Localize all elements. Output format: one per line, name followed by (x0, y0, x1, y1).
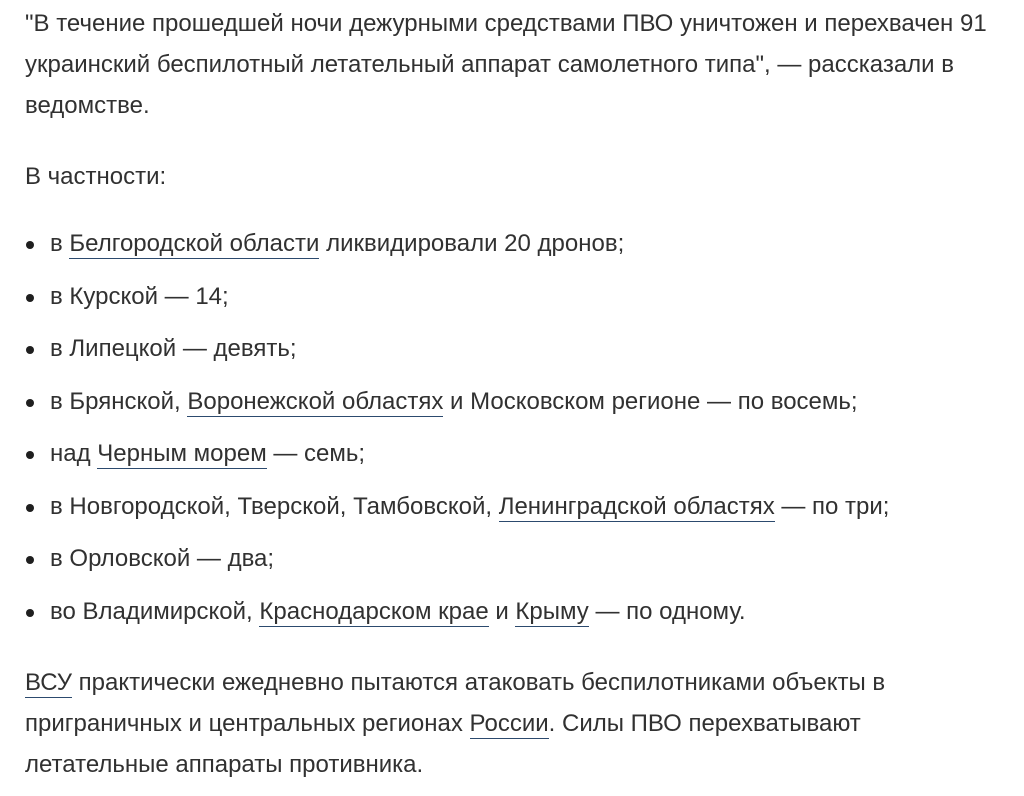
link-black-sea[interactable]: Черным морем (97, 440, 267, 467)
list-item-text: ликвидировали 20 дронов; (319, 230, 625, 257)
link-leningrad-regions[interactable]: Ленинградской областях (498, 492, 775, 520)
link-vsu[interactable]: ВСУ (25, 669, 72, 696)
list-item-text: в Курской — 14; (50, 282, 229, 310)
list-item-text: в (50, 230, 70, 257)
link-russia[interactable]: России (469, 710, 549, 737)
closing-text: . Силы ПВО перехватывают летательные аппараты противника. (25, 710, 861, 778)
list-item-text: над (50, 440, 98, 467)
list-item-text: в Орловской — два; (50, 545, 275, 572)
link-voronezh-regions[interactable]: Воронежской областях (187, 387, 444, 415)
list-item-text: и Московском регионе — по восемь; (443, 387, 858, 415)
list-item (25, 376, 1010, 429)
link-krasnodar-krai[interactable]: Краснодарском крае (259, 597, 489, 625)
list-item (25, 428, 1010, 481)
quote-paragraph: "В течение прошедшей ночи дежурными средствами ПВО уничтожен и перехвачен 91 украинский беспилотный летательный аппарат самолетного типа", — рассказали в ведомстве. (25, 10, 987, 119)
list-item (25, 533, 1010, 586)
list-item (25, 271, 1010, 324)
list-item (25, 586, 1010, 639)
list-item (25, 481, 1010, 534)
regions-list (25, 218, 1010, 638)
list-item-text: во Владимирской, (50, 597, 260, 625)
link-belgorod-region[interactable]: Белгородской области (69, 230, 320, 257)
closing-paragraph (25, 662, 1010, 785)
list-item-text: — по три; (774, 492, 890, 520)
list-item-text: в Новгородской, Тверской, Тамбовской, (50, 492, 499, 520)
list-item-text: — семь; (266, 440, 366, 467)
link-crimea[interactable]: Крыму (515, 597, 589, 625)
article-body (25, 3, 1010, 785)
list-item-text: — по одному. (588, 597, 746, 625)
list-item-text: в Липецкой — девять; (50, 335, 297, 362)
list-item (25, 323, 1010, 376)
intro-paragraph: В частности: (25, 163, 167, 190)
closing-text: практически ежедневно пытаются атаковать беспилотниками объекты в приграничных и центральных регионах (25, 669, 886, 737)
list-item-text: в Брянской, (50, 387, 188, 415)
list-item-text: и (488, 597, 516, 625)
list-item (25, 218, 1010, 271)
